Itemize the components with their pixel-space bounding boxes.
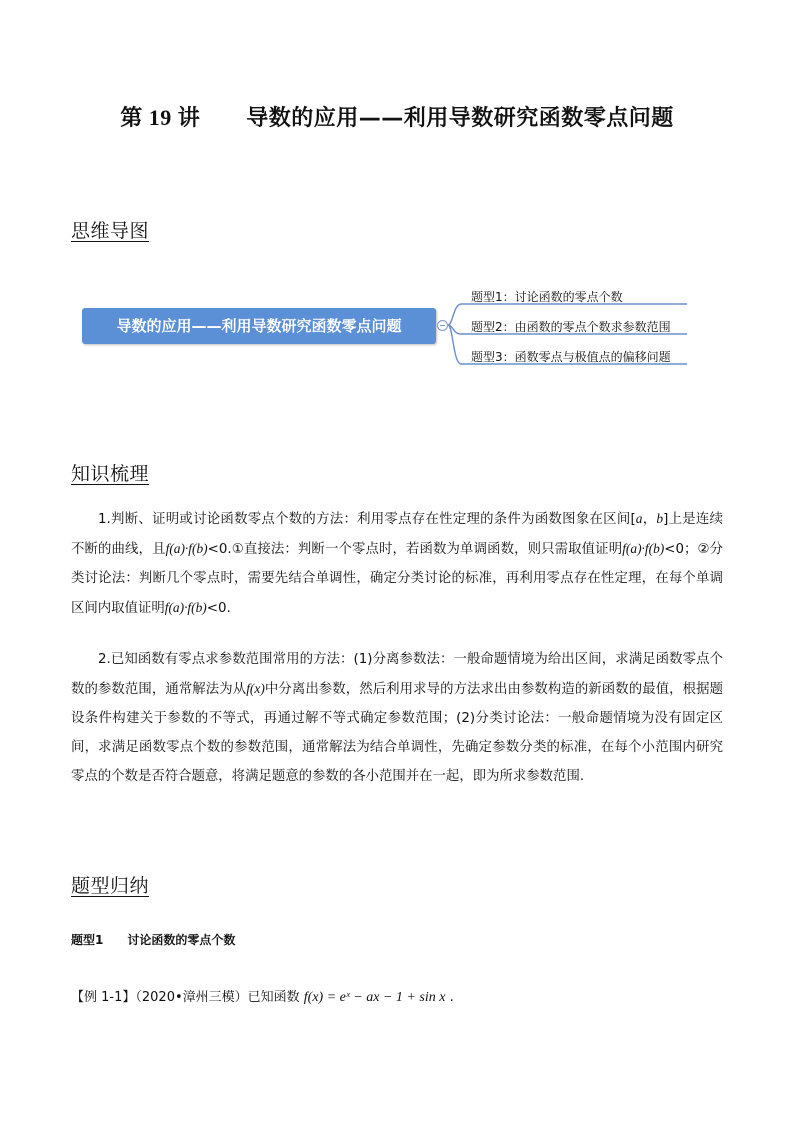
example-label: 【例 1-1】	[71, 990, 136, 1005]
section-mindmap-heading: 思维导图	[71, 220, 150, 242]
example-1-1: 【例 1-1】（2020•漳州三模）已知函数 f(x) = eˣ − ax − 1 + sin x .	[71, 990, 454, 1005]
lecture-topic: 导数的应用——利用导数研究函数零点问题	[246, 106, 674, 131]
knowledge-paragraph-1: 1.判断、证明或讨论函数零点个数的方法：利用零点存在性定理的条件为函数图象在区间[a，b]上是连续不断的曲线，且f(a)·f(b)<0.①直接法：判断一个零点时，若函数为单调函数，则只需取值证明f(a)·f(b)<0；②分类讨论法：判断几个零点时，需要先结合单调性，确定分类讨论的标准，再利用零点存在性定理，在每个单调区间内取值证明f(a)·f(b)<0.	[71, 511, 724, 616]
mindmap-root: 导数的应用——利用导数研究函数零点问题	[82, 308, 436, 344]
section-knowledge-heading: 知识梳理	[71, 463, 150, 485]
example-source: （2020•漳州三模）已知函数	[135, 990, 300, 1005]
mindmap-branch-3: 题型3：函数零点与极值点的偏移问题	[471, 350, 671, 364]
section-types-heading: 题型归纳	[71, 875, 150, 897]
mindmap-branch-1: 题型1：讨论函数的零点个数	[471, 290, 623, 304]
type1-heading: 题型1 讨论函数的零点个数	[71, 933, 236, 947]
page-title	[0, 101, 794, 132]
mindmap-branch-2: 题型2：由函数的零点个数求参数范围	[471, 320, 671, 334]
example-formula: f(x) = eˣ − ax − 1 + sin x	[303, 990, 446, 1005]
knowledge-paragraph-2: 2.已知函数有零点求参数范围常用的方法：(1)分离参数法：一般命题情境为给出区间，求满足函数零点个数的参数范围，通常解法为从f(x)中分离出参数，然后利用求导的方法求出由参数构造的新函数的最值，根据题设条件构建关于参数的不等式，再通过解不等式确定参数范围；(2)分类讨论法：一般命题情境为没有固定区间，求满足函数零点个数的参数范围，通常解法为结合单调性，先确定参数分类的标准，在每个小范围内研究零点的个数是否符合题意，将满足题意的参数的各小范围并在一起，即为所求参数范围.	[71, 652, 724, 784]
lecture-number: 第 19 讲	[120, 105, 201, 130]
